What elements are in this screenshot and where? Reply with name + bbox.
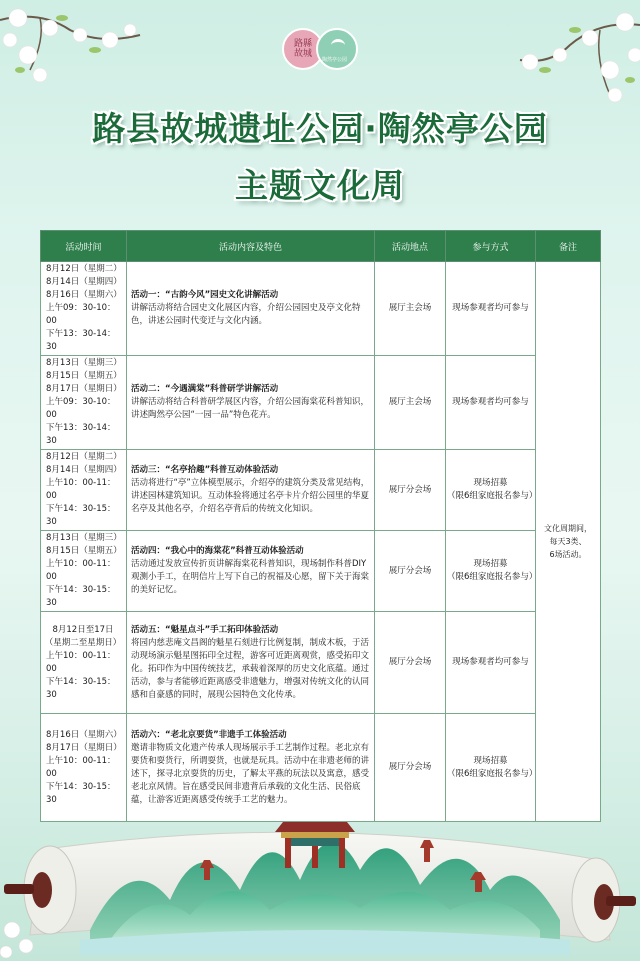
logo-left-text-2: 故城 xyxy=(293,49,312,59)
table-header-row xyxy=(41,231,601,262)
header-note: 备注 xyxy=(536,231,601,262)
row-location: 展厅分会场 xyxy=(375,450,446,531)
row-location: 展厅分会场 xyxy=(375,612,446,714)
activity-description: 讲解活动将结合科普研学展区内容，介绍公园海棠花科普知识，讲述陶然亭公园“一园一品”特色花卉。 xyxy=(131,397,370,420)
row-participation: 现场参观者均可参与 xyxy=(446,262,536,356)
row-content xyxy=(127,356,375,450)
table-row xyxy=(41,531,601,612)
row-participation: 现场招募 （限6组家庭报名参与） xyxy=(446,714,536,822)
header-location: 活动地点 xyxy=(375,231,446,262)
activity-title: 活动三：“名亭拾趣”科普互动体验活动 xyxy=(131,465,279,475)
activity-title: 活动四：“我心中的海棠花”科普互动体验活动 xyxy=(131,546,304,556)
row-participation: 现场参观者均可参与 xyxy=(446,356,536,450)
row-time: 8月13日（星期三） 8月15日（星期五） 8月17日（星期日） 上午09：30-10：00 下午13：30-14：30 xyxy=(41,356,127,450)
row-location: 展厅分会场 xyxy=(375,531,446,612)
activity-schedule-table xyxy=(40,230,601,822)
header-participation: 参与方式 xyxy=(446,231,536,262)
activity-description: 讲解活动将结合园史文化展区内容，介绍公园园史及亭文化特色，讲述公园时代变迁与文化内涵。 xyxy=(131,303,361,326)
logo-left-text-1: 路縣 xyxy=(293,39,312,49)
header-time: 活动时间 xyxy=(41,231,127,262)
row-location: 展厅主会场 xyxy=(375,356,446,450)
blossom-branch-top-right-icon xyxy=(490,0,640,110)
row-content xyxy=(127,450,375,531)
page-title: 路县故城遗址公园·陶然亭公园 xyxy=(92,109,548,148)
activity-title: 活动五：“魁星点斗”手工拓印体验活动 xyxy=(131,624,279,635)
landscape-scroll-illustration xyxy=(0,790,640,961)
table-row xyxy=(41,356,601,450)
row-time: 8月16日（星期六） 8月17日（星期日） 上午10：00-11：00 下午14：30-15：30 xyxy=(41,714,127,822)
row-participation: 现场招募 （限6组家庭报名参与） xyxy=(446,450,536,531)
blossom-branch-top-left-icon xyxy=(0,0,150,95)
logo-group xyxy=(282,28,358,74)
logo-right-text: 陶然亭公园 xyxy=(322,57,348,63)
row-time: 8月12日（星期二） 8月14日（星期四） 上午10：00-11：00 下午14：30-15：30 xyxy=(41,450,127,531)
activity-title: 活动一：“古韵今风”园史文化讲解活动 xyxy=(131,290,279,300)
note-cell: 文化周期间， 每天3类、 6场活动。 xyxy=(536,262,601,822)
activity-title: 活动二：“今遇满棠”科普研学讲解活动 xyxy=(131,384,279,394)
header-content: 活动内容及特色 xyxy=(127,231,375,262)
row-participation: 现场参观者均可参与 xyxy=(446,612,536,714)
taoranting-logo xyxy=(316,28,358,70)
row-time: 8月12日至17日 （星期二至星期日） 上午10：00-11：00 下午14：30-15：30 xyxy=(41,612,127,714)
activity-description: 将园内慈悲庵文昌阁的魁星石刻进行比例复制，制成木板，于活动现场演示魁星图拓印全过程，游客可近距离观赏，感受拓印文化。拓印作为中国传统技艺，承载着深厚的历史文化底蕴。通过活动，参与者能够近距离感受非遗魅力，增强对传统文化的认同感和自豪感的同时，展现公园特色文化传承。 xyxy=(131,637,370,700)
activity-title: 活动六：“老北京要货”非遗手工体验活动 xyxy=(131,729,287,740)
row-content xyxy=(127,531,375,612)
row-time: 8月12日（星期二） 8月14日（星期四） 8月16日（星期六） 上午09：30-10：00 下午13：30-14：30 xyxy=(41,262,127,356)
table-row xyxy=(41,262,601,356)
activity-description: 活动将进行“亭”立体模型展示，介绍亭的建筑分类及常见结构，讲述园林建筑知识。互动体验将通过名亭卡片介绍公园里的华夏名亭及其他名亭，介绍名亭背后的传统文化知识。 xyxy=(131,478,370,514)
row-participation: 现场招募 （限6组家庭报名参与） xyxy=(446,531,536,612)
table-row xyxy=(41,450,601,531)
row-content xyxy=(127,612,375,714)
row-location: 展厅分会场 xyxy=(375,714,446,822)
row-content xyxy=(127,262,375,356)
page-subtitle: 主题文化周 xyxy=(235,166,405,205)
activity-description: 活动通过发放宣传折页讲解海棠花科普知识，现场制作科普DIY观测小手工，在明信片上写下自己的祝福及心愿，留下关于海棠的美好记忆。 xyxy=(131,559,370,595)
table-row xyxy=(41,612,601,714)
row-location: 展厅主会场 xyxy=(375,262,446,356)
row-time: 8月13日（星期三） 8月15日（星期五） 上午10：00-11：00 下午14：30-15：30 xyxy=(41,531,127,612)
activity-description: 邀请非物质文化遗产传承人现场展示手工艺制作过程。老北京有要货和耍货行，所谓耍货，也就是玩具。活动中在非遗老师的讲述下，探寻北京耍货的历史，了解太平燕的玩法以及寓意，感受老北京风情。旨在感受民间非遗背后承载的文化生活、民俗底蕴，让游客近距离感受传统手工艺的魅力。 xyxy=(131,742,370,805)
